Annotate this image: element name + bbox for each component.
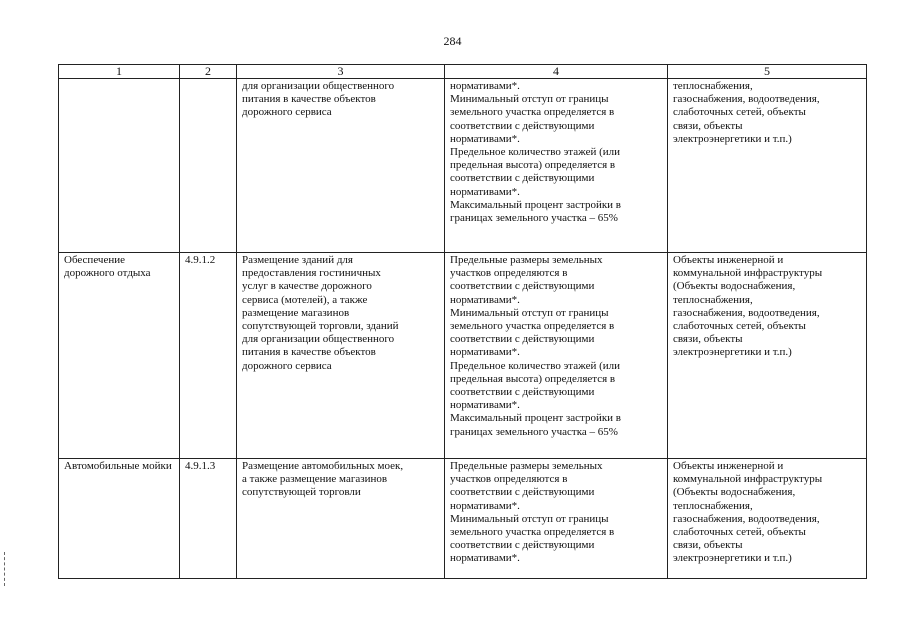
cell-text-line: размещение магазинов [242, 306, 350, 319]
cell-text-line: границах земельного участка – 65% [450, 212, 618, 225]
use-code-cell: 4.9.1.3 [180, 459, 237, 579]
cell-text-line: сервиса (мотелей), а также [242, 293, 368, 306]
cell-text-line: сопутствующей торговли [242, 486, 361, 499]
use-code-cell: 4.9.1.2 [180, 253, 237, 459]
description-cell [237, 253, 445, 459]
cell-text-line: предельная высота) определяется в [450, 159, 616, 172]
use-name-cell: Обеспечение дорожного отдыха [59, 253, 180, 459]
cell-text-line: соответствии с действующими [450, 119, 595, 132]
table-row [59, 253, 867, 459]
use-name-cell [59, 79, 180, 253]
cell-text-line: (Объекты водоснабжения, [673, 486, 796, 499]
cell-text-line: Предельные размеры земельных [450, 254, 603, 266]
cell-text-line: участков определяются в [450, 267, 568, 280]
cell-text-line: а также размещение магазинов [242, 473, 388, 486]
cell-text-line: коммунальной инфраструктуры [673, 473, 823, 486]
parameters-cell [445, 79, 668, 253]
cell-text-line: соответствии с действующими [450, 486, 595, 499]
cell-text-line: соответствии с действующими [450, 539, 595, 552]
cell-text-line: питания в качестве объектов [242, 346, 376, 359]
cell-text-line: Размещение зданий для [242, 254, 353, 266]
cell-text-line: связи, объекты [673, 119, 743, 132]
cell-text-line: теплоснабжения, [673, 499, 753, 512]
cell-text-line: Минимальный отступ от границы [450, 512, 609, 525]
cell-text-line: электроэнергетики и т.п.) [673, 552, 792, 565]
cell-text-line: Предельные размеры земельных [450, 460, 603, 472]
cell-text-line: слаботочных сетей, объекты [673, 526, 806, 539]
cell-text-line: нормативами*. [450, 499, 520, 512]
description-cell [237, 79, 445, 253]
cell-text-line: электроэнергетики и т.п.) [673, 132, 792, 145]
cell-text-line: соответствии с действующими [450, 280, 595, 293]
cell-text-line: Максимальный процент застройки в [450, 412, 621, 425]
cell-text-line: Минимальный отступ от границы [450, 93, 609, 106]
column-header: 5 [668, 65, 867, 79]
cell-text-line: для организации общественного [242, 80, 395, 92]
cell-text-line: участков определяются в [450, 473, 568, 486]
column-header: 4 [445, 65, 668, 79]
table-header-row [59, 65, 867, 79]
cell-text-line: нормативами*. [450, 293, 520, 306]
cell-text-line: соответствии с действующими [450, 333, 595, 346]
cell-text-line: для организации общественного [242, 333, 395, 346]
cell-text-line: сопутствующей торговли, зданий [242, 320, 399, 333]
cell-text-line: Предельное количество этажей (или [450, 146, 621, 159]
cell-text-line: теплоснабжения, [673, 293, 753, 306]
table-row [59, 79, 867, 253]
cell-text-line: слаботочных сетей, объекты [673, 106, 806, 119]
cell-text-line: Максимальный процент застройки в [450, 198, 621, 211]
cell-text-line: Объекты инженерной и [673, 254, 784, 266]
parameters-cell [445, 253, 668, 459]
cell-text-line: нормативами*. [450, 80, 520, 92]
cell-text-line: связи, объекты [673, 539, 743, 552]
column-header: 2 [180, 65, 237, 79]
cell-text-line: Размещение автомобильных моек, [242, 460, 404, 472]
page-number: 284 [443, 34, 462, 48]
cell-text-line: Предельное количество этажей (или [450, 359, 621, 372]
cell-text-line: питания в качестве объектов [242, 93, 376, 106]
cell-text-line: газоснабжения, водоотведения, [673, 512, 820, 525]
cell-text-line: границах земельного участка – 65% [450, 425, 618, 438]
cell-text-line: Объекты инженерной и [673, 460, 784, 472]
binding-margin-mark [4, 552, 8, 586]
cell-text-line: нормативами*. [450, 185, 520, 198]
cell-text-line: слаботочных сетей, объекты [673, 320, 806, 333]
objects-cell [668, 253, 867, 459]
cell-text-line: услуг в качестве дорожного [242, 280, 372, 293]
parameters-cell [445, 459, 668, 579]
cell-text-line: нормативами*. [450, 346, 520, 359]
cell-text-line: предоставления гостиничных [242, 267, 381, 280]
cell-text-line: газоснабжения, водоотведения, [673, 306, 820, 319]
cell-text-line: соответствии с действующими [450, 386, 595, 399]
cell-text-line: коммунальной инфраструктуры [673, 267, 823, 280]
cell-text-line: земельного участка определяется в [450, 320, 615, 333]
column-header: 1 [59, 65, 180, 79]
cell-text-line: (Объекты водоснабжения, [673, 280, 796, 293]
cell-text-line: нормативами*. [450, 132, 520, 145]
cell-text-line: земельного участка определяется в [450, 526, 615, 539]
use-name-cell: Автомобильные мойки [59, 459, 180, 579]
use-code-cell [180, 79, 237, 253]
cell-text-line: дорожного сервиса [242, 359, 332, 372]
cell-text-line: нормативами*. [450, 552, 520, 565]
cell-text-line: связи, объекты [673, 333, 743, 346]
column-header: 3 [237, 65, 445, 79]
cell-text-line: газоснабжения, водоотведения, [673, 93, 820, 106]
cell-text-line: теплоснабжения, [673, 80, 753, 92]
cell-text-line: дорожного сервиса [242, 106, 332, 119]
table-row [59, 459, 867, 579]
description-cell [237, 459, 445, 579]
cell-text-line: нормативами*. [450, 399, 520, 412]
cell-text-line: электроэнергетики и т.п.) [673, 346, 792, 359]
cell-text-line: соответствии с действующими [450, 172, 595, 185]
cell-text-line: предельная высота) определяется в [450, 372, 616, 385]
objects-cell [668, 79, 867, 253]
zoning-table [58, 64, 867, 579]
cell-text-line: земельного участка определяется в [450, 106, 615, 119]
cell-text-line: Минимальный отступ от границы [450, 306, 609, 319]
objects-cell [668, 459, 867, 579]
